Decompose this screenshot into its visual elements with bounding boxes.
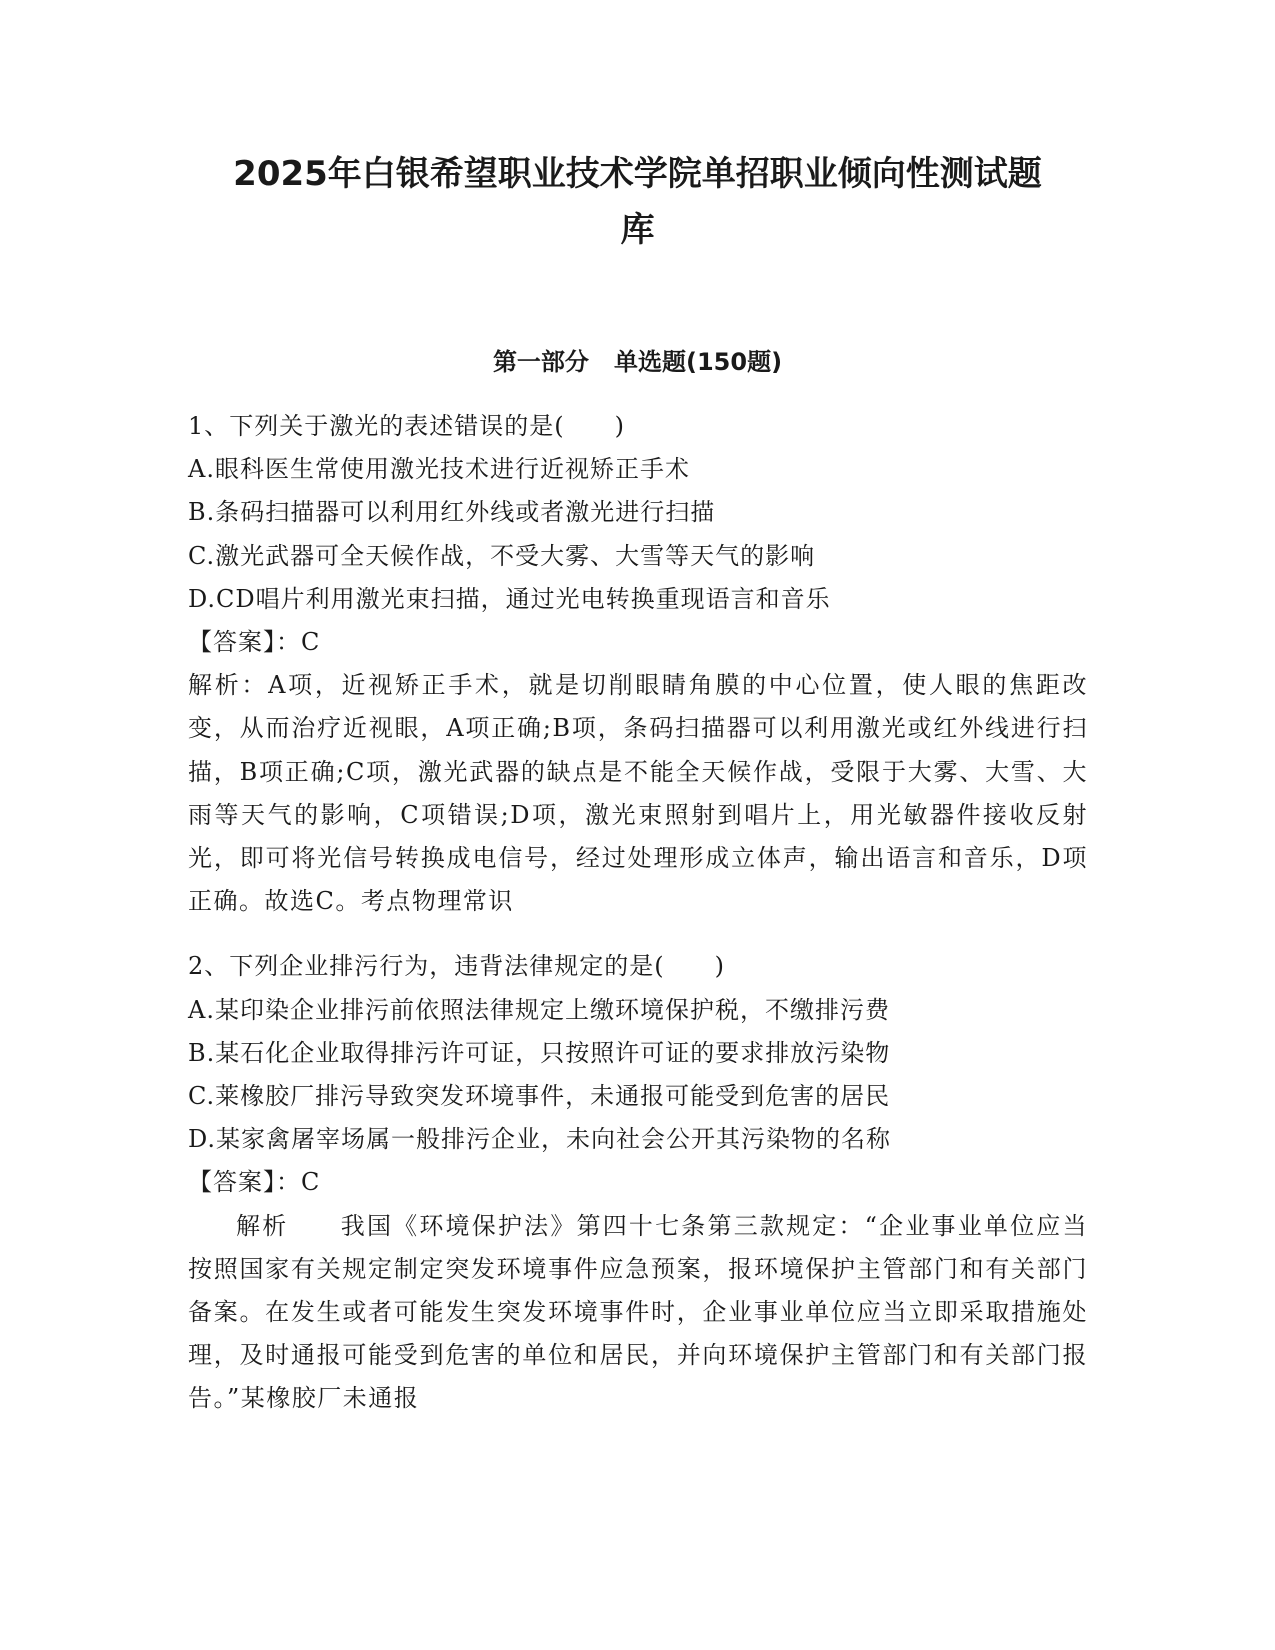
option-c: C.莱橡胶厂排污导致突发环境事件，未通报可能受到危害的居民	[188, 1082, 891, 1111]
option-b: B.某石化企业取得排污许可证，只按照许可证的要求排放污染物	[188, 1038, 891, 1067]
option-d: D.CD唱片利用激光束扫描，通过光电转换重现语言和音乐	[188, 584, 831, 613]
document-title-line-1: 2025年白银希望职业技术学院单招职业倾向性测试题	[233, 154, 1042, 194]
question-spacer	[188, 923, 1088, 945]
question-item	[188, 405, 1088, 923]
question-stem: 1、下列关于激光的表述错误的是( )	[188, 412, 625, 440]
question-item	[188, 945, 1088, 1420]
explanation-text: 解析 我国《环境保护法》第四十七条第三款规定：“企业事业单位应当按照国家有关规定制定突发环境事件应急预案，报环境保护主管部门和有关部门备案。在发生或者可能发生突发环境事件时，企业事业单位应当立即采取措施处理，及时通报可能受到危害的单位和居民，并向环境保护主管部门和有关部门报告。”某橡胶厂未通报	[188, 1211, 1088, 1413]
explanation-text: 解析：A项，近视矫正手术，就是切削眼睛角膜的中心位置，使人眼的焦距改变，从而治疗近视眼，A项正确;B项，条码扫描器可以利用激光或红外线进行扫描，B项正确;C项，激光武器的缺点是不能全天候作战，受限于大雾、大雪、大雨等天气的影响，C项错误;D项，激光束照射到唱片上，用光敏器件接收反射光，即可将光信号转换成电信号，经过处理形成立体声，输出语言和音乐，D项正确。故选C。考点物理常识	[188, 671, 1088, 916]
answer-line: 【答案】：C	[188, 1168, 321, 1197]
option-a: A.某印染企业排污前依照法律规定上缴环境保护税，不缴排污费	[188, 995, 890, 1024]
option-b: B.条码扫描器可以利用红外线或者激光进行扫描	[188, 498, 716, 527]
option-a: A.眼科医生常使用激光技术进行近视矫正手术	[188, 455, 690, 484]
document-title	[150, 146, 1125, 258]
section-heading: 第一部分 单选题(150题)	[492, 348, 783, 376]
document-title-line-2: 库	[620, 210, 655, 250]
question-list	[188, 405, 1088, 1421]
option-c: C.激光武器可全天候作战，不受大雾、大雪等天气的影响	[188, 541, 816, 570]
question-stem: 2、下列企业排污行为，违背法律规定的是( )	[188, 952, 725, 981]
answer-line: 【答案】：C	[188, 628, 321, 657]
option-d: D.某家禽屠宰场属一般排污企业，未向社会公开其污染物的名称	[188, 1125, 892, 1154]
